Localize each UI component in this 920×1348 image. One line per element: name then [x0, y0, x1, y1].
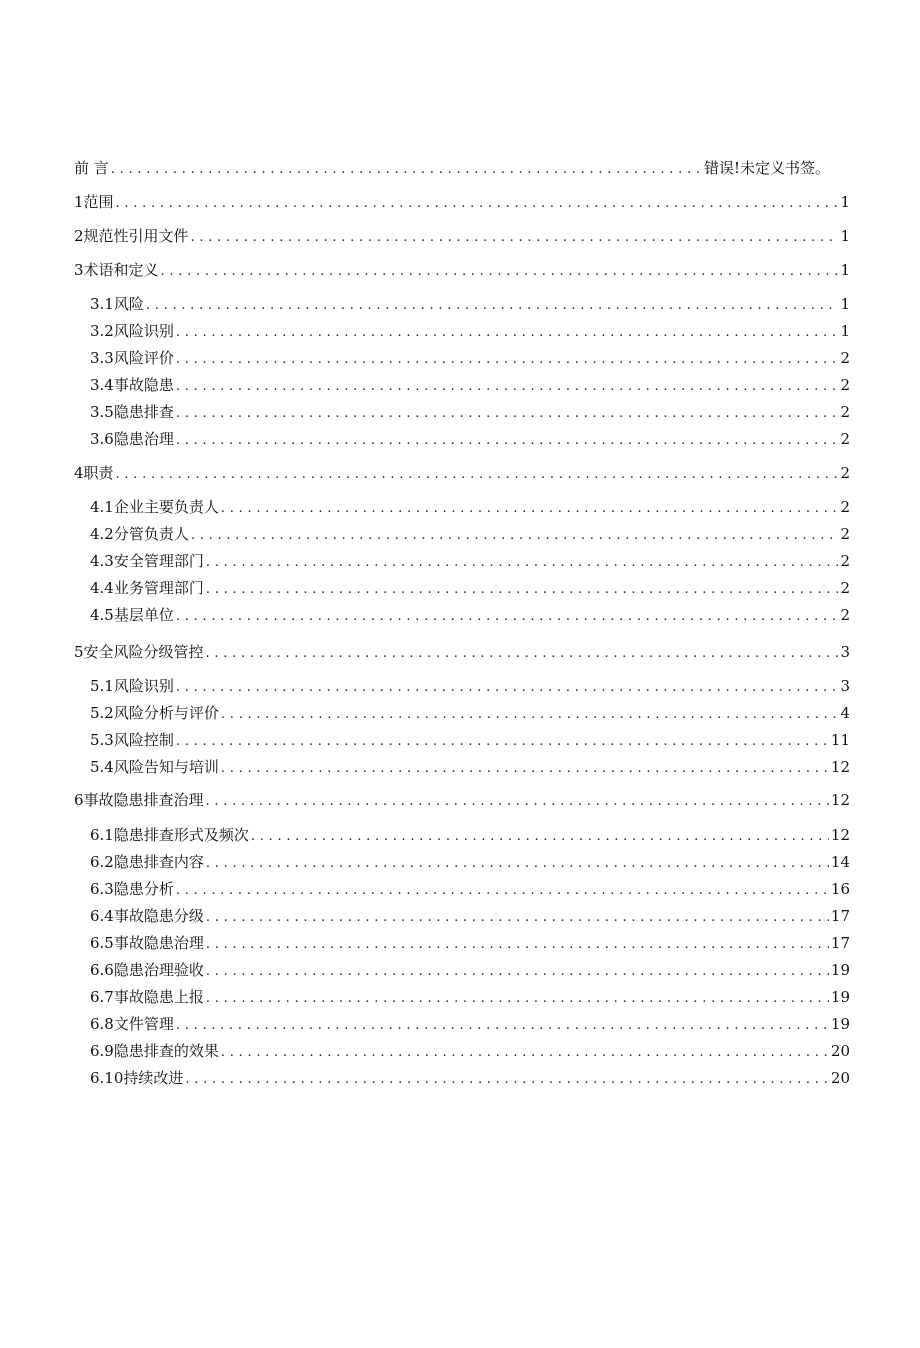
- toc-entry-page-number: 17: [830, 934, 850, 952]
- toc-entry[interactable]: [90, 987, 850, 1007]
- toc-entry-page-number: 1: [840, 295, 850, 313]
- toc-dot-leader: [206, 644, 839, 664]
- toc-entry-title: 4.2分管负责人: [90, 525, 189, 543]
- toc-entry-title: 6.9隐患排查的效果: [90, 1042, 219, 1060]
- toc-entry-page-number: 2: [840, 525, 850, 543]
- toc-entry-page-number: 20: [830, 1069, 850, 1087]
- toc-entry-title: 4.1企业主要负责人: [90, 498, 219, 516]
- toc-entry[interactable]: [90, 852, 850, 872]
- toc-entry-page-number: 11: [830, 731, 850, 749]
- toc-entry-title: 2规范性引用文件: [74, 227, 189, 245]
- toc-entry-page-number: 14: [830, 853, 850, 871]
- toc-entry[interactable]: [74, 158, 830, 178]
- toc-entry-title: 6事故隐患排查治理: [74, 791, 204, 809]
- toc-entry-page-number: 1: [840, 227, 850, 245]
- toc-dot-leader: [206, 580, 839, 600]
- toc-dot-leader: [176, 431, 839, 451]
- toc-dot-leader: [206, 989, 829, 1009]
- toc-entry[interactable]: [90, 348, 850, 368]
- toc-entry[interactable]: [74, 642, 850, 662]
- toc-entry-page-number: 12: [830, 758, 850, 776]
- toc-dot-leader: [206, 935, 829, 955]
- toc-entry-page-number: 2: [840, 403, 850, 421]
- toc-entry[interactable]: [74, 226, 850, 246]
- toc-dot-leader: [116, 465, 839, 485]
- toc-entry[interactable]: [90, 879, 850, 899]
- toc-entry-page-number: 12: [830, 791, 850, 809]
- toc-entry-page-number: 2: [840, 606, 850, 624]
- toc-entry[interactable]: [90, 429, 850, 449]
- toc-entry-title: 3.6隐患治理: [90, 430, 174, 448]
- toc-dot-leader: [221, 705, 839, 725]
- toc-entry-page-number: 2: [840, 464, 850, 482]
- toc-entry-page-number: 1: [840, 193, 850, 211]
- toc-entry-title: 6.10持续改进: [90, 1069, 184, 1087]
- toc-entry-page-number: 2: [840, 349, 850, 367]
- toc-entry-title: 5.3风险控制: [90, 731, 174, 749]
- toc-dot-leader: [221, 1043, 829, 1063]
- toc-entry-title: 前 言: [74, 159, 109, 177]
- toc-entry[interactable]: [90, 1014, 850, 1034]
- toc-entry-title: 6.4事故隐患分级: [90, 907, 204, 925]
- toc-entry[interactable]: [90, 402, 850, 422]
- toc-dot-leader: [206, 962, 829, 982]
- toc-entry[interactable]: [90, 906, 850, 926]
- toc-entry[interactable]: [74, 192, 850, 212]
- toc-entry[interactable]: [74, 260, 850, 280]
- toc-entry-title: 1范围: [74, 193, 114, 211]
- toc-dot-leader: [176, 678, 839, 698]
- toc-entry[interactable]: [90, 294, 850, 314]
- toc-dot-leader: [191, 228, 839, 248]
- toc-entry-title: 4职责: [74, 464, 114, 482]
- toc-dot-leader: [176, 377, 839, 397]
- toc-entry-title: 3.4事故隐患: [90, 376, 174, 394]
- toc-entry-title: 3术语和定义: [74, 261, 159, 279]
- toc-entry-title: 3.2风险识别: [90, 322, 174, 340]
- toc-dot-leader: [221, 759, 829, 779]
- toc-entry[interactable]: [74, 790, 850, 810]
- toc-entry-title: 5.4风险告知与培训: [90, 758, 219, 776]
- toc-entry-page-number: 2: [840, 579, 850, 597]
- toc-entry-title: 4.3安全管理部门: [90, 552, 204, 570]
- toc-dot-leader: [176, 732, 829, 752]
- toc-entry[interactable]: [90, 703, 850, 723]
- toc-dot-leader: [176, 323, 839, 343]
- toc-dot-leader: [176, 881, 829, 901]
- toc-entry-page-number: 2: [840, 376, 850, 394]
- toc-entry-title: 6.5事故隐患治理: [90, 934, 204, 952]
- toc-dot-leader: [206, 854, 829, 874]
- toc-entry-page-number: 1: [840, 322, 850, 340]
- toc-dot-leader: [176, 350, 839, 370]
- toc-entry-page-number: 2: [840, 498, 850, 516]
- toc-entry-title: 6.3隐患分析: [90, 880, 174, 898]
- toc-dot-leader: [191, 526, 839, 546]
- toc-entry[interactable]: [74, 463, 850, 483]
- toc-entry-title: 5安全风险分级管控: [74, 643, 204, 661]
- toc-dot-leader: [206, 792, 829, 812]
- toc-entry-title: 6.2隐患排查内容: [90, 853, 204, 871]
- toc-entry-page-number: 4: [840, 704, 850, 722]
- toc-entry-page-number: 19: [830, 961, 850, 979]
- toc-entry-page-number: 3: [840, 643, 850, 661]
- toc-entry-title: 3.3风险评价: [90, 349, 174, 367]
- toc-entry-page-number: 错误!未定义书签。: [703, 159, 830, 177]
- toc-entry-title: 3.5隐患排查: [90, 403, 174, 421]
- toc-entry-page-number: 3: [840, 677, 850, 695]
- toc-dot-leader: [176, 404, 839, 424]
- toc-entry-page-number: 17: [830, 907, 850, 925]
- toc-entry-title: 5.1风险识别: [90, 677, 174, 695]
- toc-entry[interactable]: [90, 730, 850, 750]
- toc-entry-title: 4.4业务管理部门: [90, 579, 204, 597]
- toc-entry-page-number: 16: [830, 880, 850, 898]
- toc-dot-leader: [206, 908, 829, 928]
- toc-entry[interactable]: [90, 497, 850, 517]
- toc-entry-title: 3.1风险: [90, 295, 144, 313]
- toc-entry[interactable]: [90, 825, 850, 845]
- toc-dot-leader: [251, 827, 829, 847]
- toc-dot-leader: [111, 160, 702, 180]
- toc-entry-title: 6.7事故隐患上报: [90, 988, 204, 1006]
- toc-dot-leader: [206, 553, 839, 573]
- toc-entry[interactable]: [90, 551, 850, 571]
- toc-entry[interactable]: [90, 578, 850, 598]
- toc-entry[interactable]: [90, 676, 850, 696]
- toc-entry-title: 5.2风险分析与评价: [90, 704, 219, 722]
- toc-entry[interactable]: [90, 321, 850, 341]
- toc-entry-page-number: 19: [830, 988, 850, 1006]
- toc-entry-page-number: 19: [830, 1015, 850, 1033]
- toc-dot-leader: [116, 194, 839, 214]
- toc-entry-title: 6.6隐患治理验收: [90, 961, 204, 979]
- toc-entry-page-number: 20: [830, 1042, 850, 1060]
- toc-entry[interactable]: [90, 1068, 850, 1088]
- toc-entry[interactable]: [90, 757, 850, 777]
- toc-dot-leader: [185, 1070, 829, 1090]
- toc-entry[interactable]: [90, 605, 850, 625]
- toc-entry-page-number: 2: [840, 552, 850, 570]
- toc-entry-page-number: 2: [840, 430, 850, 448]
- toc-entry[interactable]: [90, 524, 850, 544]
- toc-entry-title: 6.8文件管理: [90, 1015, 174, 1033]
- toc-dot-leader: [176, 1016, 829, 1036]
- toc-entry-page-number: 1: [840, 261, 850, 279]
- toc-entry-page-number: 12: [830, 826, 850, 844]
- toc-entry[interactable]: [90, 933, 850, 953]
- toc-dot-leader: [176, 607, 839, 627]
- toc-dot-leader: [161, 262, 839, 282]
- toc-dot-leader: [221, 499, 839, 519]
- toc-entry[interactable]: [90, 960, 850, 980]
- toc-dot-leader: [146, 296, 839, 316]
- toc-entry-title: 6.1隐患排查形式及频次: [90, 826, 249, 844]
- toc-entry-title: 4.5基层单位: [90, 606, 174, 624]
- toc-entry[interactable]: [90, 1041, 850, 1061]
- toc-entry[interactable]: [90, 375, 850, 395]
